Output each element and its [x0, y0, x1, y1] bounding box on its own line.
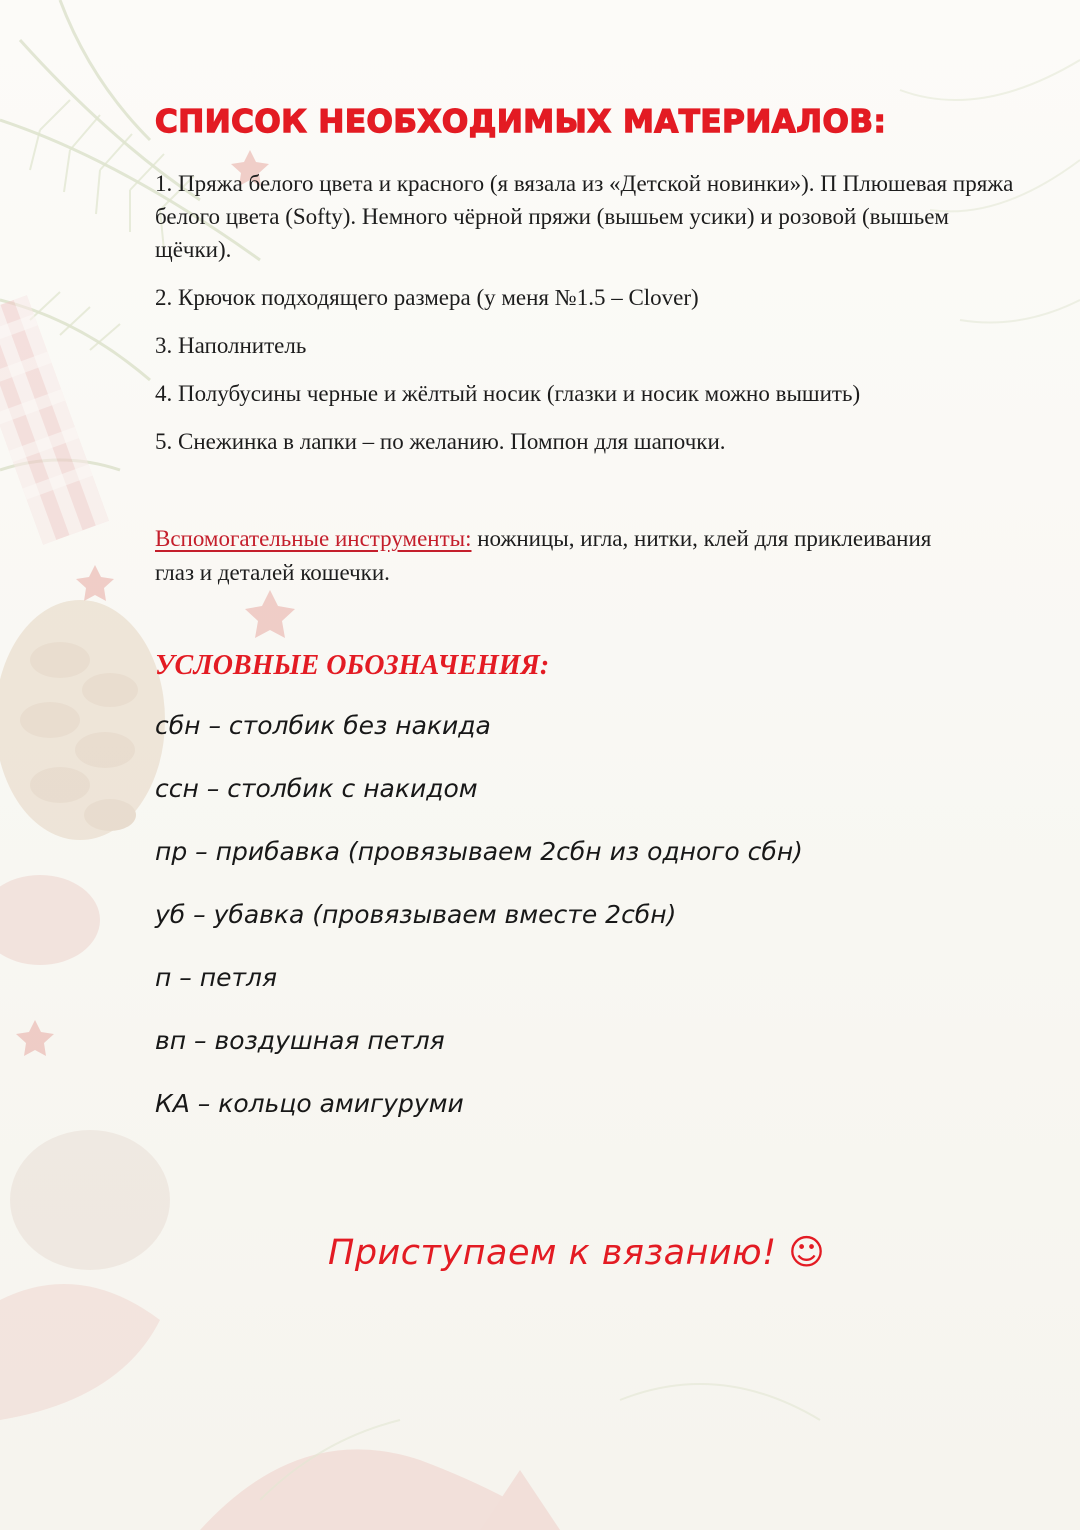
materials-item: 1. Пряжа белого цвета и красного (я вязала из «Детской новинки»). П Плюшевая пряжа белого цвета (Softy). Немного чёрной пряжи (вышьем усики) и розовой (вышьем щёчки).: [155, 171, 1014, 262]
legend-item: п – петля: [155, 963, 278, 992]
legend-item: ссн – столбик с накидом: [155, 774, 478, 803]
legend-item: КА – кольцо амигуруми: [155, 1089, 464, 1118]
closing-text: Приступаем к вязанию! ☺: [328, 1233, 826, 1273]
materials-list: [155, 167, 1015, 473]
legend-item: уб – убавка (провязываем вместе 2сбн): [155, 900, 677, 929]
materials-item: 5. Снежинка в лапки – по желанию. Помпон для шапочки.: [155, 429, 726, 454]
materials-item: 3. Наполнитель: [155, 333, 307, 358]
aux-tools-paragraph: [155, 522, 975, 590]
legend-item: вп – воздушная петля: [155, 1026, 445, 1055]
legend-item: сбн – столбик без накида: [155, 711, 491, 740]
aux-tools-label: Вспомогательные инструменты:: [155, 526, 472, 551]
legend-list: [155, 702, 1015, 1143]
aux-tools-text: ножницы, игла, нитки, клей для приклеивания глаз и деталей кошечки.: [155, 526, 932, 585]
legend-item: пр – прибавка (провязываем 2сбн из одного сбн): [155, 837, 803, 866]
materials-title: СПИСОК НЕОБХОДИМЫХ МАТЕРИАЛОВ:: [155, 104, 887, 140]
legend-title: УСЛОВНЫЕ ОБОЗНАЧЕНИЯ:: [155, 650, 550, 681]
materials-item: 4. Полубусины черные и жёлтый носик (глазки и носик можно вышить): [155, 381, 861, 406]
materials-item: 2. Крючок подходящего размера (у меня №1.5 – Clover): [155, 285, 699, 310]
